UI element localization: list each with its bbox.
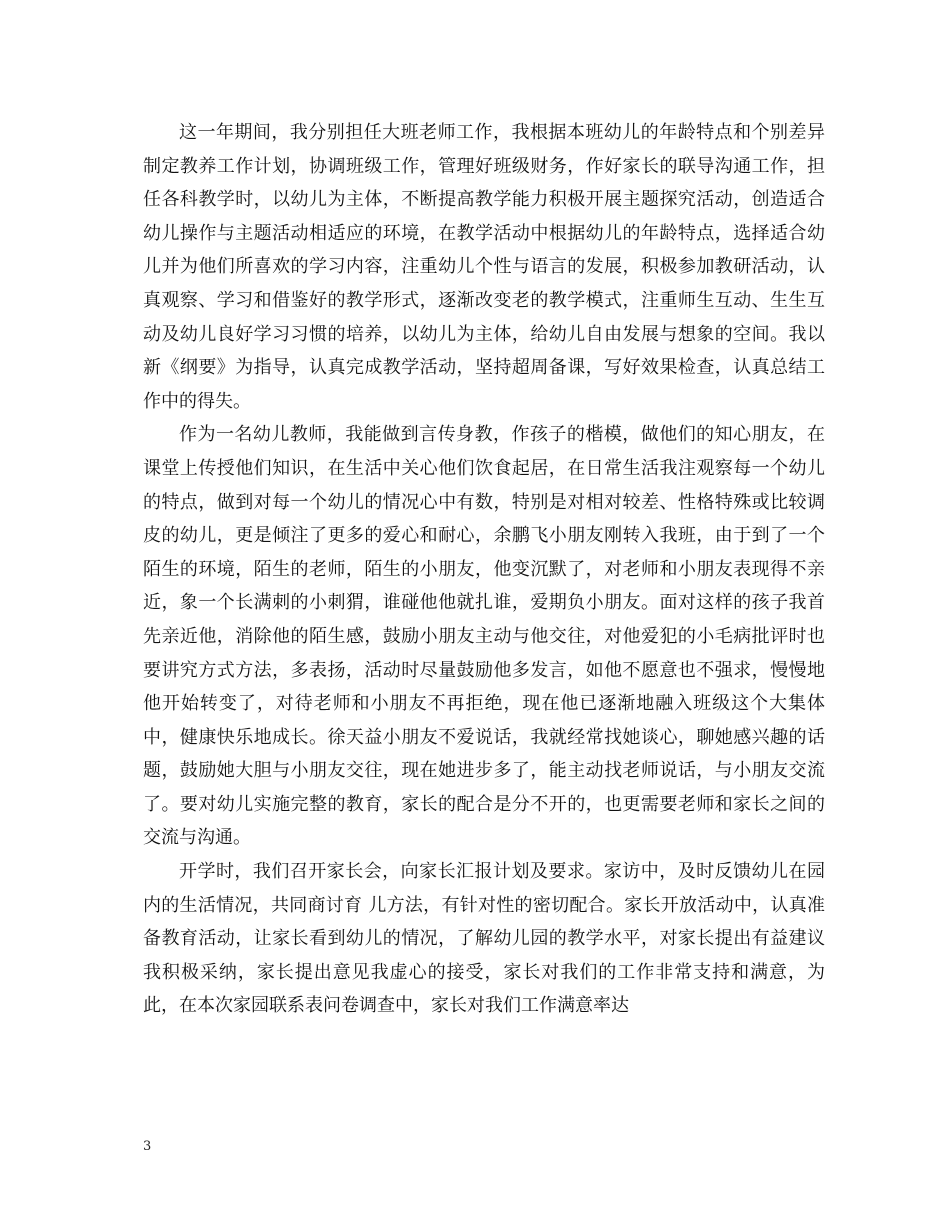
- paragraph-1: 这一年期间，我分别担任大班老师工作，我根据本班幼儿的年龄特点和个别差异制定教养工作计划，协调班级工作，管理好班级财务，作好家长的联导沟通工作，担任各科教学时，以幼儿为主体，不断提高教学能力积极开展主题探究活动，创造适合幼儿操作与主题活动相适应的环境，在教学活动中根据幼儿的年龄特点，选择适合幼儿并为他们所喜欢的学习内容，注重幼儿个性与语言的发展，积极参加教研活动，认真观察、学习和借鉴好的教学形式，逐渐改变老的教学模式，注重师生互动、生生互动及幼儿良好学习习惯的培养，以幼儿为主体，给幼儿自由发展与想象的空间。我以新《纲要》为指导，认真完成教学活动，坚持超周备课，写好效果检查，认真总结工作中的得失。: [143, 122, 825, 412]
- body-text: [143, 116, 825, 1023]
- paragraph-3: 开学时，我们召开家长会，向家长汇报计划及要求。家访中，及时反馈幼儿在园内的生活情况，共同商讨育 儿方法，有针对性的密切配合。家长开放活动中，认真准备教育活动，让家长看到幼儿的情况，了解幼儿园的教学水平，对家长提出有益建议我积极采纳，家长提出意见我虚心的接受，家长对我们的工作非常支持和满意，为此，在本次家园联系表问卷调查中，家长对我们工作满意率达: [143, 861, 825, 1017]
- page-number: 3: [143, 1139, 152, 1154]
- paragraph-2: 作为一名幼儿教师，我能做到言传身教，作孩子的楷模，做他们的知心朋友，在课堂上传授他们知识，在生活中关心他们饮食起居，在日常生活我注观察每一个幼儿的特点，做到对每一个幼儿的情况心中有数，特别是对相对较差、性格特殊或比较调皮的幼儿，更是倾注了更多的爱心和耐心，余鹏飞小朋友刚转入我班，由于到了一个陌生的环境，陌生的老师，陌生的小朋友，他变沉默了，对老师和小朋友表现得不亲近，象一个长满刺的小刺猬，谁碰他他就扎谁，爱期负小朋友。面对这样的孩子我首先亲近他，消除他的陌生感，鼓励小朋友主动与他交往，对他爱犯的小毛病批评时也要讲究方式方法，多表扬，活动时尽量鼓励他多发言，如他不愿意也不强求，慢慢地他开始转变了，对待老师和小朋友不再拒绝，现在他已逐渐地融入班级这个大集体中，健康快乐地成长。徐天益小朋友不爱说话，我就经常找她谈心，聊她感兴趣的话题，鼓励她大胆与小朋友交往，现在她进步多了，能主动找老师说话，与小朋友交流了。要对幼儿实施完整的教育，家长的配合是分不开的，也更需要老师和家长之间的交流与沟通。: [143, 424, 825, 849]
